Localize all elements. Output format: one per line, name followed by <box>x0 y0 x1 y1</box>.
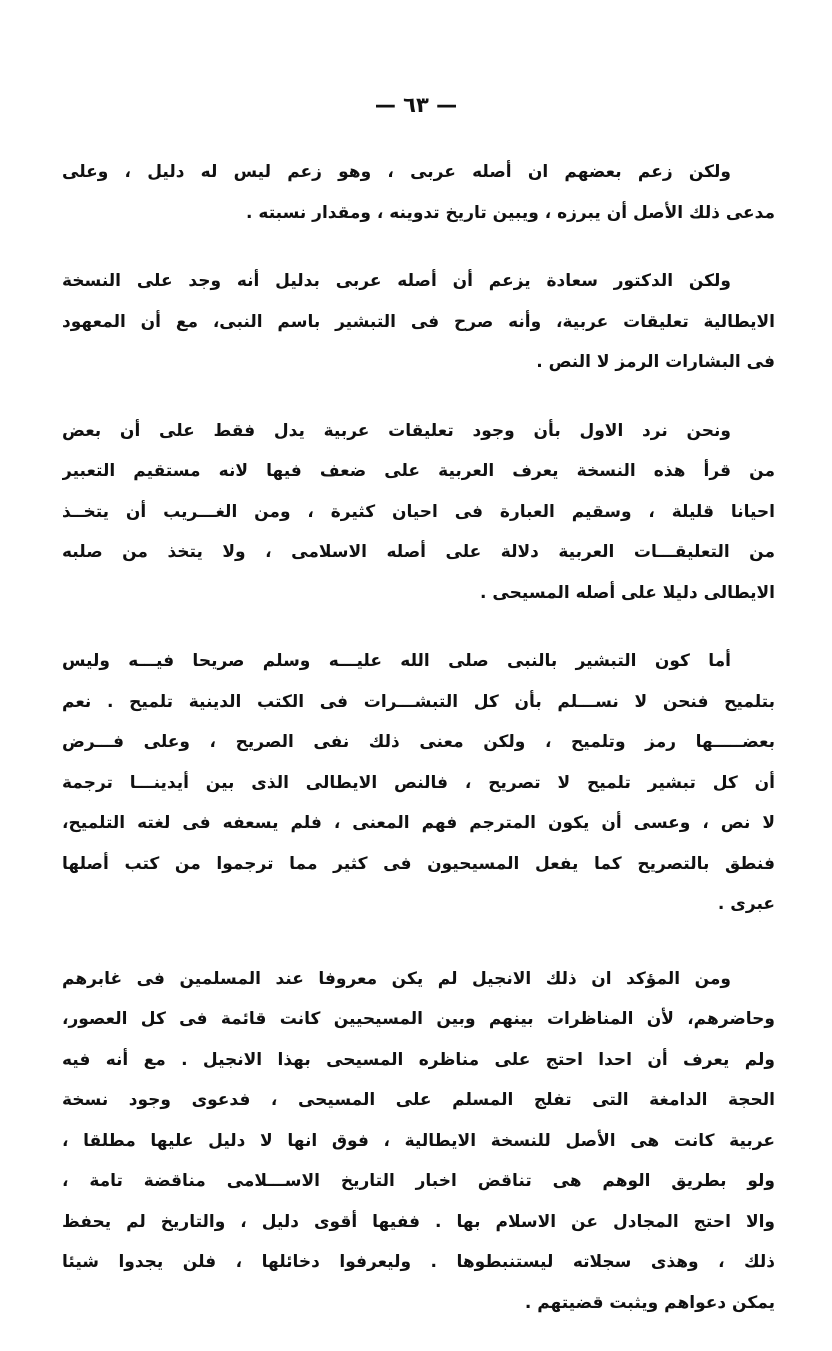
text-line: أن كل تبشير تلميح لا تصريح ، فالنص الايطالى الذى بين أيدينـــا ترجمة <box>62 772 775 793</box>
paragraph-4 <box>62 641 775 925</box>
text-line: أما كون التبشير بالنبى صلى الله عليـــه وسلم صريحا فيـــه وليس <box>62 651 731 671</box>
text-line: ولكن زعم بعضهم ان أصله عربى ، وهو زعم ليس له دليل ، وعلى <box>62 162 731 182</box>
text-line: من قرأ هذه النسخة يعرف العربية على ضعف فيها لانه مستقيم التعبير <box>62 461 775 481</box>
paragraph-spacer <box>62 233 775 261</box>
paragraph-3 <box>62 411 775 614</box>
paragraph-5 <box>62 959 775 1324</box>
text-line: عربية كانت هى الأصل للنسخة الايطالية ، فوق انها لا دليل عليها مطلقا ، <box>62 1130 775 1151</box>
text-line: الحجة الدامغة التى تفلج المسلم على المسيحى ، فدعوى وجود نسخة <box>62 1090 775 1110</box>
text-line: ونحن نرد الاول بأن وجود تعليقات عربية يدل فقط على أن بعض <box>62 420 731 441</box>
text-line: ولكن الدكتور سعادة يزعم أن أصله عربى بدليل أنه وجد على النسخة <box>62 271 731 291</box>
text-line: الايطالية تعليقات عربية، وأنه صرح فى التبشير باسم النبى، مع أن المعهود <box>62 311 775 332</box>
text-line: ومن المؤكد ان ذلك الانجيل لم يكن معروفا عند المسلمين فى غابرهم <box>62 968 731 989</box>
page-number: — ٦٣ — <box>374 93 458 117</box>
paragraph-1 <box>62 152 775 233</box>
text-line: فى البشارات الرمز لا النص . <box>536 352 775 372</box>
text-line: ذلك ، وهذى سجلاته ليستنبطوها . وليعرفوا دخائلها ، فلن يجدوا شيئا <box>62 1252 775 1272</box>
text-line: بتلميح فنحن لا نســـلم بأن كل التبشـــرات فى الكتب الدينية تلميح . نعم <box>62 691 775 712</box>
text-line: عبرى . <box>717 894 775 914</box>
text-line: بعضـــــها رمز وتلميح ، ولكن معنى ذلك نفى الصريح ، وعلى فـــرض <box>62 732 775 752</box>
paragraph-2 <box>62 261 775 383</box>
text-line: لا نص ، وعسى أن يكون المترجم فهم المعنى ، فلم يسعفه فى لغته التلميح، <box>62 813 775 833</box>
text-line: احيانا قليلة ، وسقيم العبارة فى احيان كثيرة ، ومن الغـــريب أن يتخــذ <box>62 501 775 522</box>
text-line: ولو بطريق الوهم هى تناقض اخبار التاريخ الاســـلامى مناقضة تامة ، <box>62 1171 775 1191</box>
text-line: ولم يعرف أن احدا احتج على مناظره المسيحى بهذا الانجيل . مع أنه فيه <box>62 1049 775 1070</box>
paragraph-spacer <box>62 925 775 959</box>
text-line: وحاضرهم، لأن المناظرات بينهم وبين المسيحيين كانت قائمة فى كل العصور، <box>62 1009 775 1029</box>
paragraph-spacer <box>62 383 775 411</box>
text-line: مدعى ذلك الأصل أن يبرزه ، ويبين تاريخ تدوينه ، ومقدار نسبته . <box>246 202 775 223</box>
text-line: والا احتج المجادل عن الاسلام بها . ففيها أقوى دليل ، والتاريخ لم يحفظ <box>62 1211 775 1232</box>
text-line: الايطالى دليلا على أصله المسيحى . <box>480 582 775 603</box>
text-line: يمكن دعواهم ويثبت قضيتهم . <box>524 1292 775 1313</box>
paragraph-spacer <box>62 613 775 641</box>
page-body-text <box>62 152 775 1323</box>
text-line: فنطق بالتصريح كما يفعل المسيحيون فى كثير مما ترجموا من كتب أصلها <box>62 853 775 874</box>
text-line: من التعليقـــات العربية دلالة على أصله الاسلامى ، ولا يتخذ من صلبه <box>62 542 775 562</box>
